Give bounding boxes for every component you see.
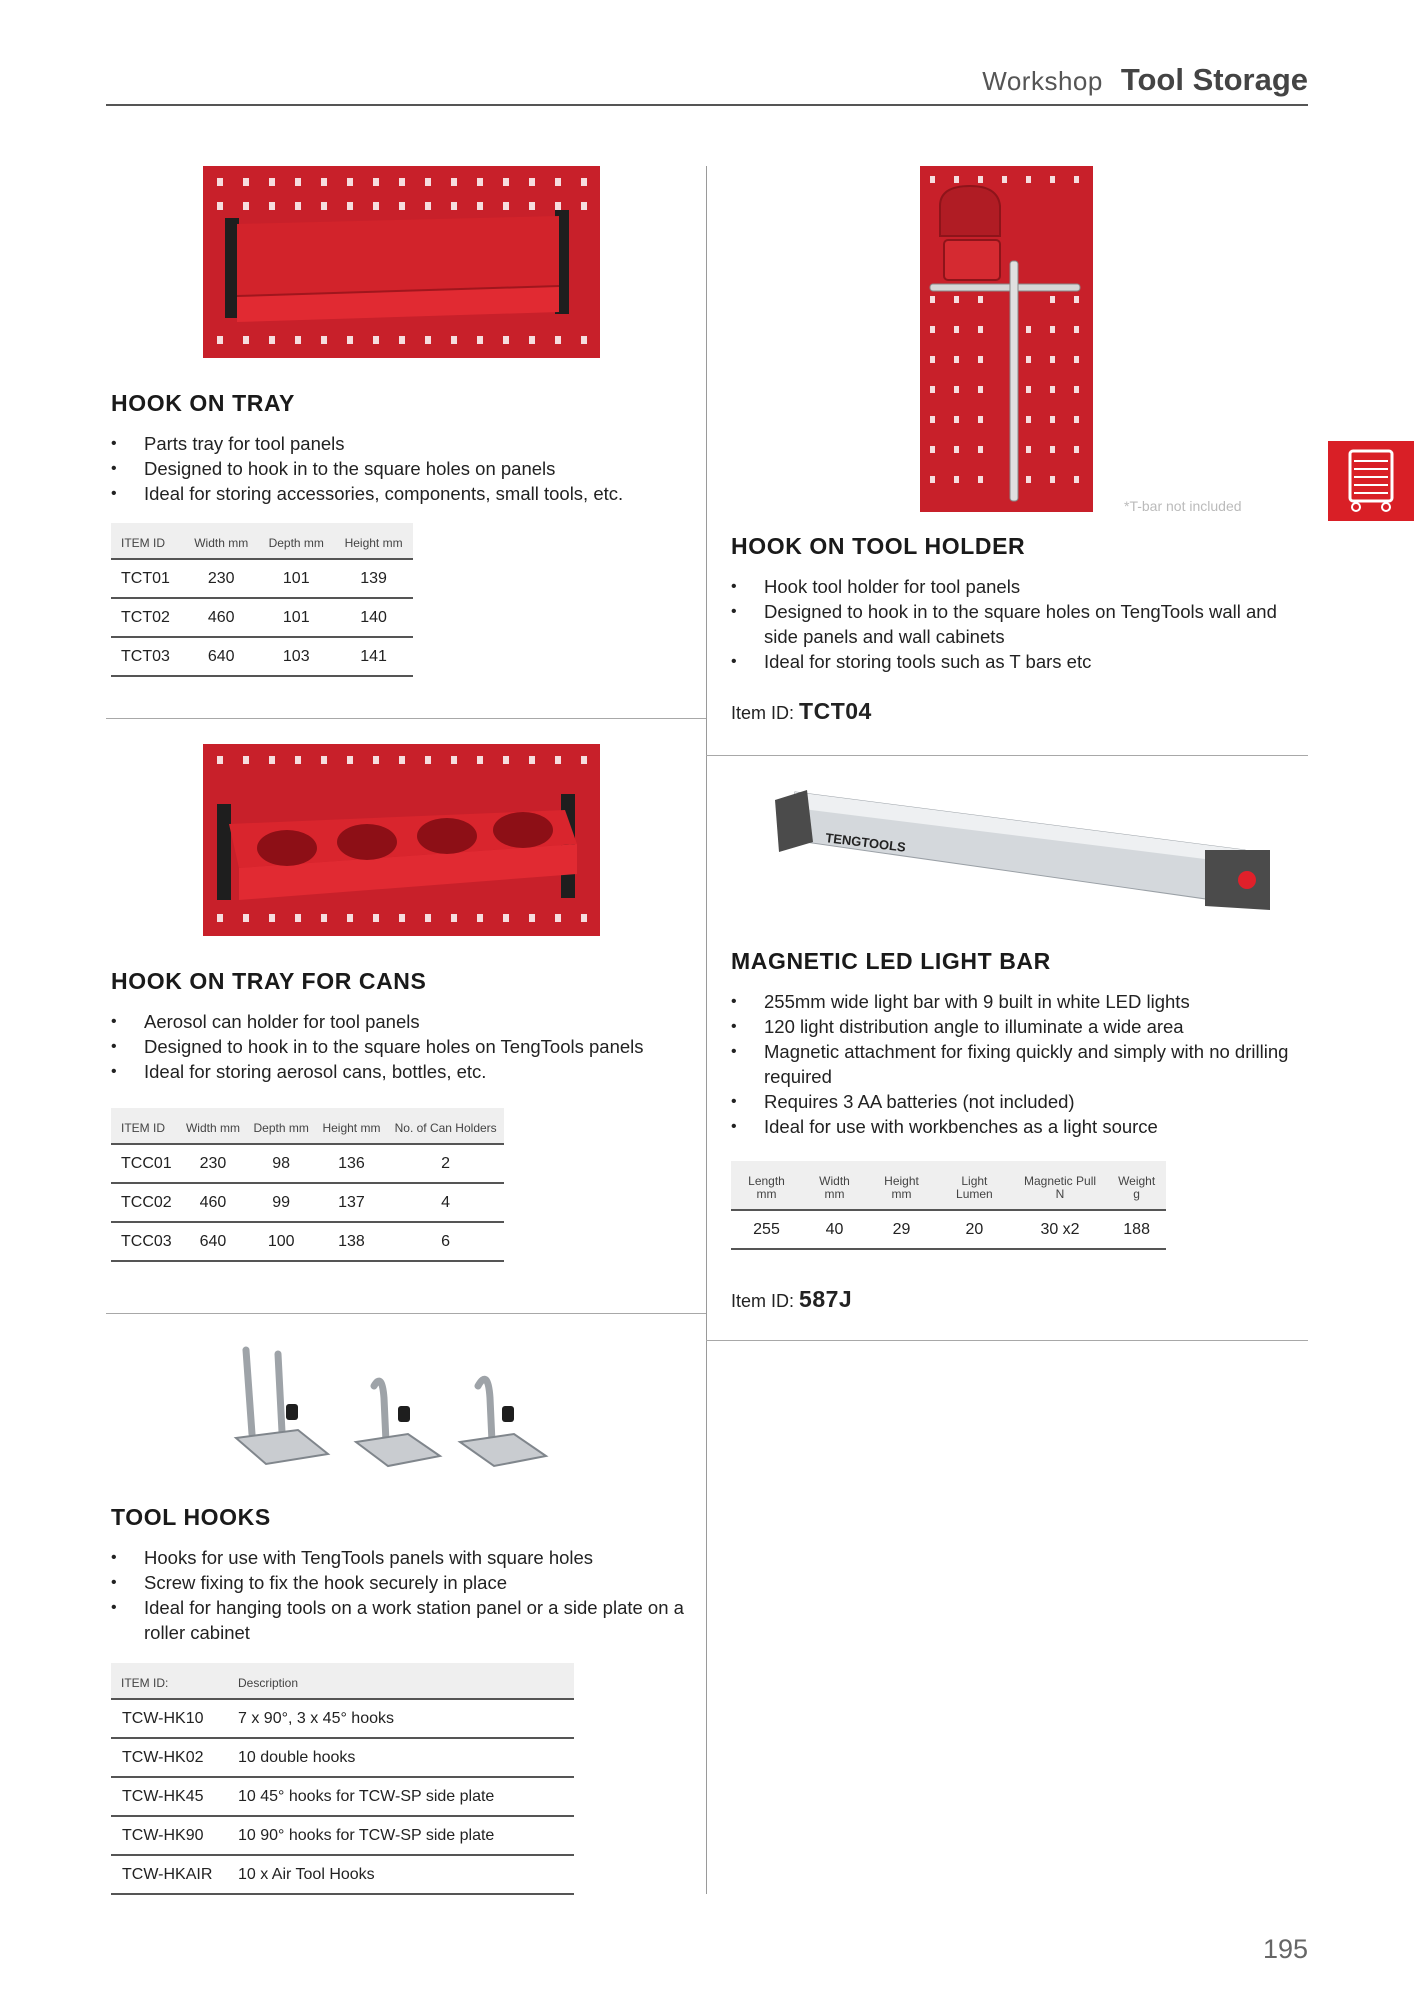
list-item: • Screw fixing to fix the hook securely in place (111, 1570, 701, 1595)
t-bar-note: *T-bar not included (1124, 498, 1242, 514)
hook-on-tray-bullets (111, 431, 701, 506)
section-divider (106, 1313, 706, 1314)
table-cell: TCT01 (111, 559, 184, 598)
hook-on-tray-table (111, 523, 413, 677)
table-cell: 138 (316, 1222, 388, 1261)
table-cell: TCT02 (111, 598, 184, 637)
table-cell: 10 double hooks (232, 1738, 574, 1777)
section-divider (706, 755, 1308, 756)
table-cell: 98 (247, 1144, 316, 1183)
table-cell: TCW-HKAIR (111, 1855, 232, 1894)
item-id-label: Item ID: (731, 703, 795, 723)
section-divider (706, 1340, 1308, 1341)
table-cell: 2 (387, 1144, 504, 1183)
table-row (111, 1699, 574, 1738)
column-header: Height mm (316, 1108, 388, 1144)
column-header: Length mm (731, 1161, 802, 1210)
table-row (111, 1777, 574, 1816)
list-item: • Magnetic attachment for fixing quickly and simply with no drilling required (731, 1039, 1301, 1089)
hook-on-tray-cans-bullets (111, 1009, 701, 1084)
section-divider (106, 718, 706, 719)
table-cell: 30 x2 (1013, 1210, 1108, 1249)
table-cell: TCT03 (111, 637, 184, 676)
table-cell: 4 (387, 1183, 504, 1222)
table-row (111, 637, 413, 676)
page-header (982, 62, 1308, 98)
list-item: • 120 light distribution angle to illuminate a wide area (731, 1014, 1301, 1039)
table-cell: 7 x 90°, 3 x 45° hooks (232, 1699, 574, 1738)
table-cell: 10 90° hooks for TCW-SP side plate (232, 1816, 574, 1855)
table-row (111, 559, 413, 598)
table-cell: 100 (247, 1222, 316, 1261)
table-row (111, 598, 413, 637)
hook-on-tray-title: HOOK ON TRAY (111, 390, 295, 416)
table-cell: 101 (258, 559, 334, 598)
table-row (111, 1855, 574, 1894)
header-rule (106, 104, 1308, 106)
hook-on-tray-image (203, 166, 600, 358)
hook-on-tool-holder-bullets (731, 574, 1291, 674)
table-cell: 188 (1107, 1210, 1166, 1249)
table-row (731, 1210, 1166, 1249)
table-cell: 10 45° hooks for TCW-SP side plate (232, 1777, 574, 1816)
hook-on-tool-holder-image (920, 166, 1093, 512)
table-cell: 640 (184, 637, 258, 676)
list-item: • Parts tray for tool panels (111, 431, 701, 456)
table-cell: 103 (258, 637, 334, 676)
column-header: Width mm (179, 1108, 247, 1144)
table-cell: 140 (334, 598, 413, 637)
column-divider (706, 166, 707, 1894)
table-cell: TCW-HK02 (111, 1738, 232, 1777)
column-header: Width mm (184, 523, 258, 559)
hook-on-tool-holder-item-id (731, 698, 872, 725)
magnetic-led-item-id (731, 1286, 852, 1313)
list-item: • Hook tool holder for tool panels (731, 574, 1291, 599)
hook-on-tray-cans-image (203, 744, 600, 936)
table-cell: TCC02 (111, 1183, 179, 1222)
tool-hooks-bullets (111, 1545, 701, 1645)
page-number: 195 (1262, 1934, 1308, 1964)
list-item: • Ideal for storing aerosol cans, bottles, etc. (111, 1059, 701, 1084)
table-cell: 460 (184, 598, 258, 637)
list-item: • Ideal for storing tools such as T bars etc (731, 649, 1291, 674)
column-header: Height mm (867, 1161, 936, 1210)
table-cell: 230 (184, 559, 258, 598)
list-item: • Ideal for storing accessories, components, small tools, etc. (111, 481, 701, 506)
table-cell: 139 (334, 559, 413, 598)
table-cell: 99 (247, 1183, 316, 1222)
item-id-label: Item ID: (731, 1291, 795, 1311)
column-header: Depth mm (258, 523, 334, 559)
table-cell: TCW-HK90 (111, 1816, 232, 1855)
table-row (111, 1738, 574, 1777)
table-cell: 460 (179, 1183, 247, 1222)
column-header: ITEM ID (111, 523, 184, 559)
tool-hooks-image (232, 1342, 572, 1482)
table-cell: 230 (179, 1144, 247, 1183)
list-item: • Ideal for hanging tools on a work station panel or a side plate on a roller cabinet (111, 1595, 701, 1645)
column-header: No. of Can Holders (387, 1108, 504, 1144)
table-cell: 137 (316, 1183, 388, 1222)
list-item: • Ideal for use with workbenches as a light source (731, 1114, 1301, 1139)
table-row (111, 1183, 504, 1222)
magnetic-led-title: MAGNETIC LED LIGHT BAR (731, 948, 1051, 974)
list-item: • Designed to hook in to the square holes on panels (111, 456, 701, 481)
table-cell: 10 x Air Tool Hooks (232, 1855, 574, 1894)
magnetic-led-bullets (731, 989, 1301, 1139)
column-header: Magnetic Pull N (1013, 1161, 1108, 1210)
column-header: Depth mm (247, 1108, 316, 1144)
table-cell: 6 (387, 1222, 504, 1261)
table-row (111, 1816, 574, 1855)
table-cell: 20 (936, 1210, 1013, 1249)
hook-on-tray-cans-table (111, 1108, 504, 1262)
table-cell: 40 (802, 1210, 867, 1249)
item-id-value: TCT04 (799, 698, 872, 724)
table-cell: 141 (334, 637, 413, 676)
tool-hooks-title: TOOL HOOKS (111, 1504, 271, 1530)
tool-hooks-table (111, 1663, 574, 1895)
hook-on-tool-holder-title: HOOK ON TOOL HOLDER (731, 533, 1026, 559)
column-header: Description (232, 1663, 574, 1699)
table-cell: 136 (316, 1144, 388, 1183)
header-category: Workshop (982, 66, 1103, 96)
table-cell: TCC03 (111, 1222, 179, 1261)
column-header: Weight g (1107, 1161, 1166, 1210)
list-item: • Designed to hook in to the square holes on TengTools panels (111, 1034, 701, 1059)
table-cell: TCW-HK45 (111, 1777, 232, 1816)
table-cell: 640 (179, 1222, 247, 1261)
item-id-value: 587J (799, 1286, 853, 1312)
table-row (111, 1144, 504, 1183)
hook-on-tray-cans-title: HOOK ON TRAY FOR CANS (111, 968, 427, 994)
tool-cabinet-icon (1328, 441, 1414, 521)
table-cell: 101 (258, 598, 334, 637)
list-item: • Designed to hook in to the square holes on TengTools wall and side panels and wall cabinets (731, 599, 1291, 649)
list-item: • Requires 3 AA batteries (not included) (731, 1089, 1301, 1114)
header-section: Tool Storage (1120, 62, 1308, 97)
magnetic-led-table (731, 1161, 1166, 1250)
tool-cabinet-tab[interactable] (1328, 441, 1414, 521)
column-header: Height mm (334, 523, 413, 559)
list-item: • Aerosol can holder for tool panels (111, 1009, 701, 1034)
column-header: Light Lumen (936, 1161, 1013, 1210)
table-cell: TCC01 (111, 1144, 179, 1183)
list-item: • 255mm wide light bar with 9 built in white LED lights (731, 989, 1301, 1014)
column-header: ITEM ID (111, 1108, 179, 1144)
table-row (111, 1222, 504, 1261)
table-cell: 255 (731, 1210, 802, 1249)
list-item: • Hooks for use with TengTools panels with square holes (111, 1545, 701, 1570)
table-cell: TCW-HK10 (111, 1699, 232, 1738)
table-cell: 29 (867, 1210, 936, 1249)
column-header: ITEM ID: (111, 1663, 232, 1699)
light-bar-brand: TENGTOOLS (824, 830, 907, 855)
magnetic-led-light-bar-image (765, 780, 1275, 920)
column-header: Width mm (802, 1161, 867, 1210)
